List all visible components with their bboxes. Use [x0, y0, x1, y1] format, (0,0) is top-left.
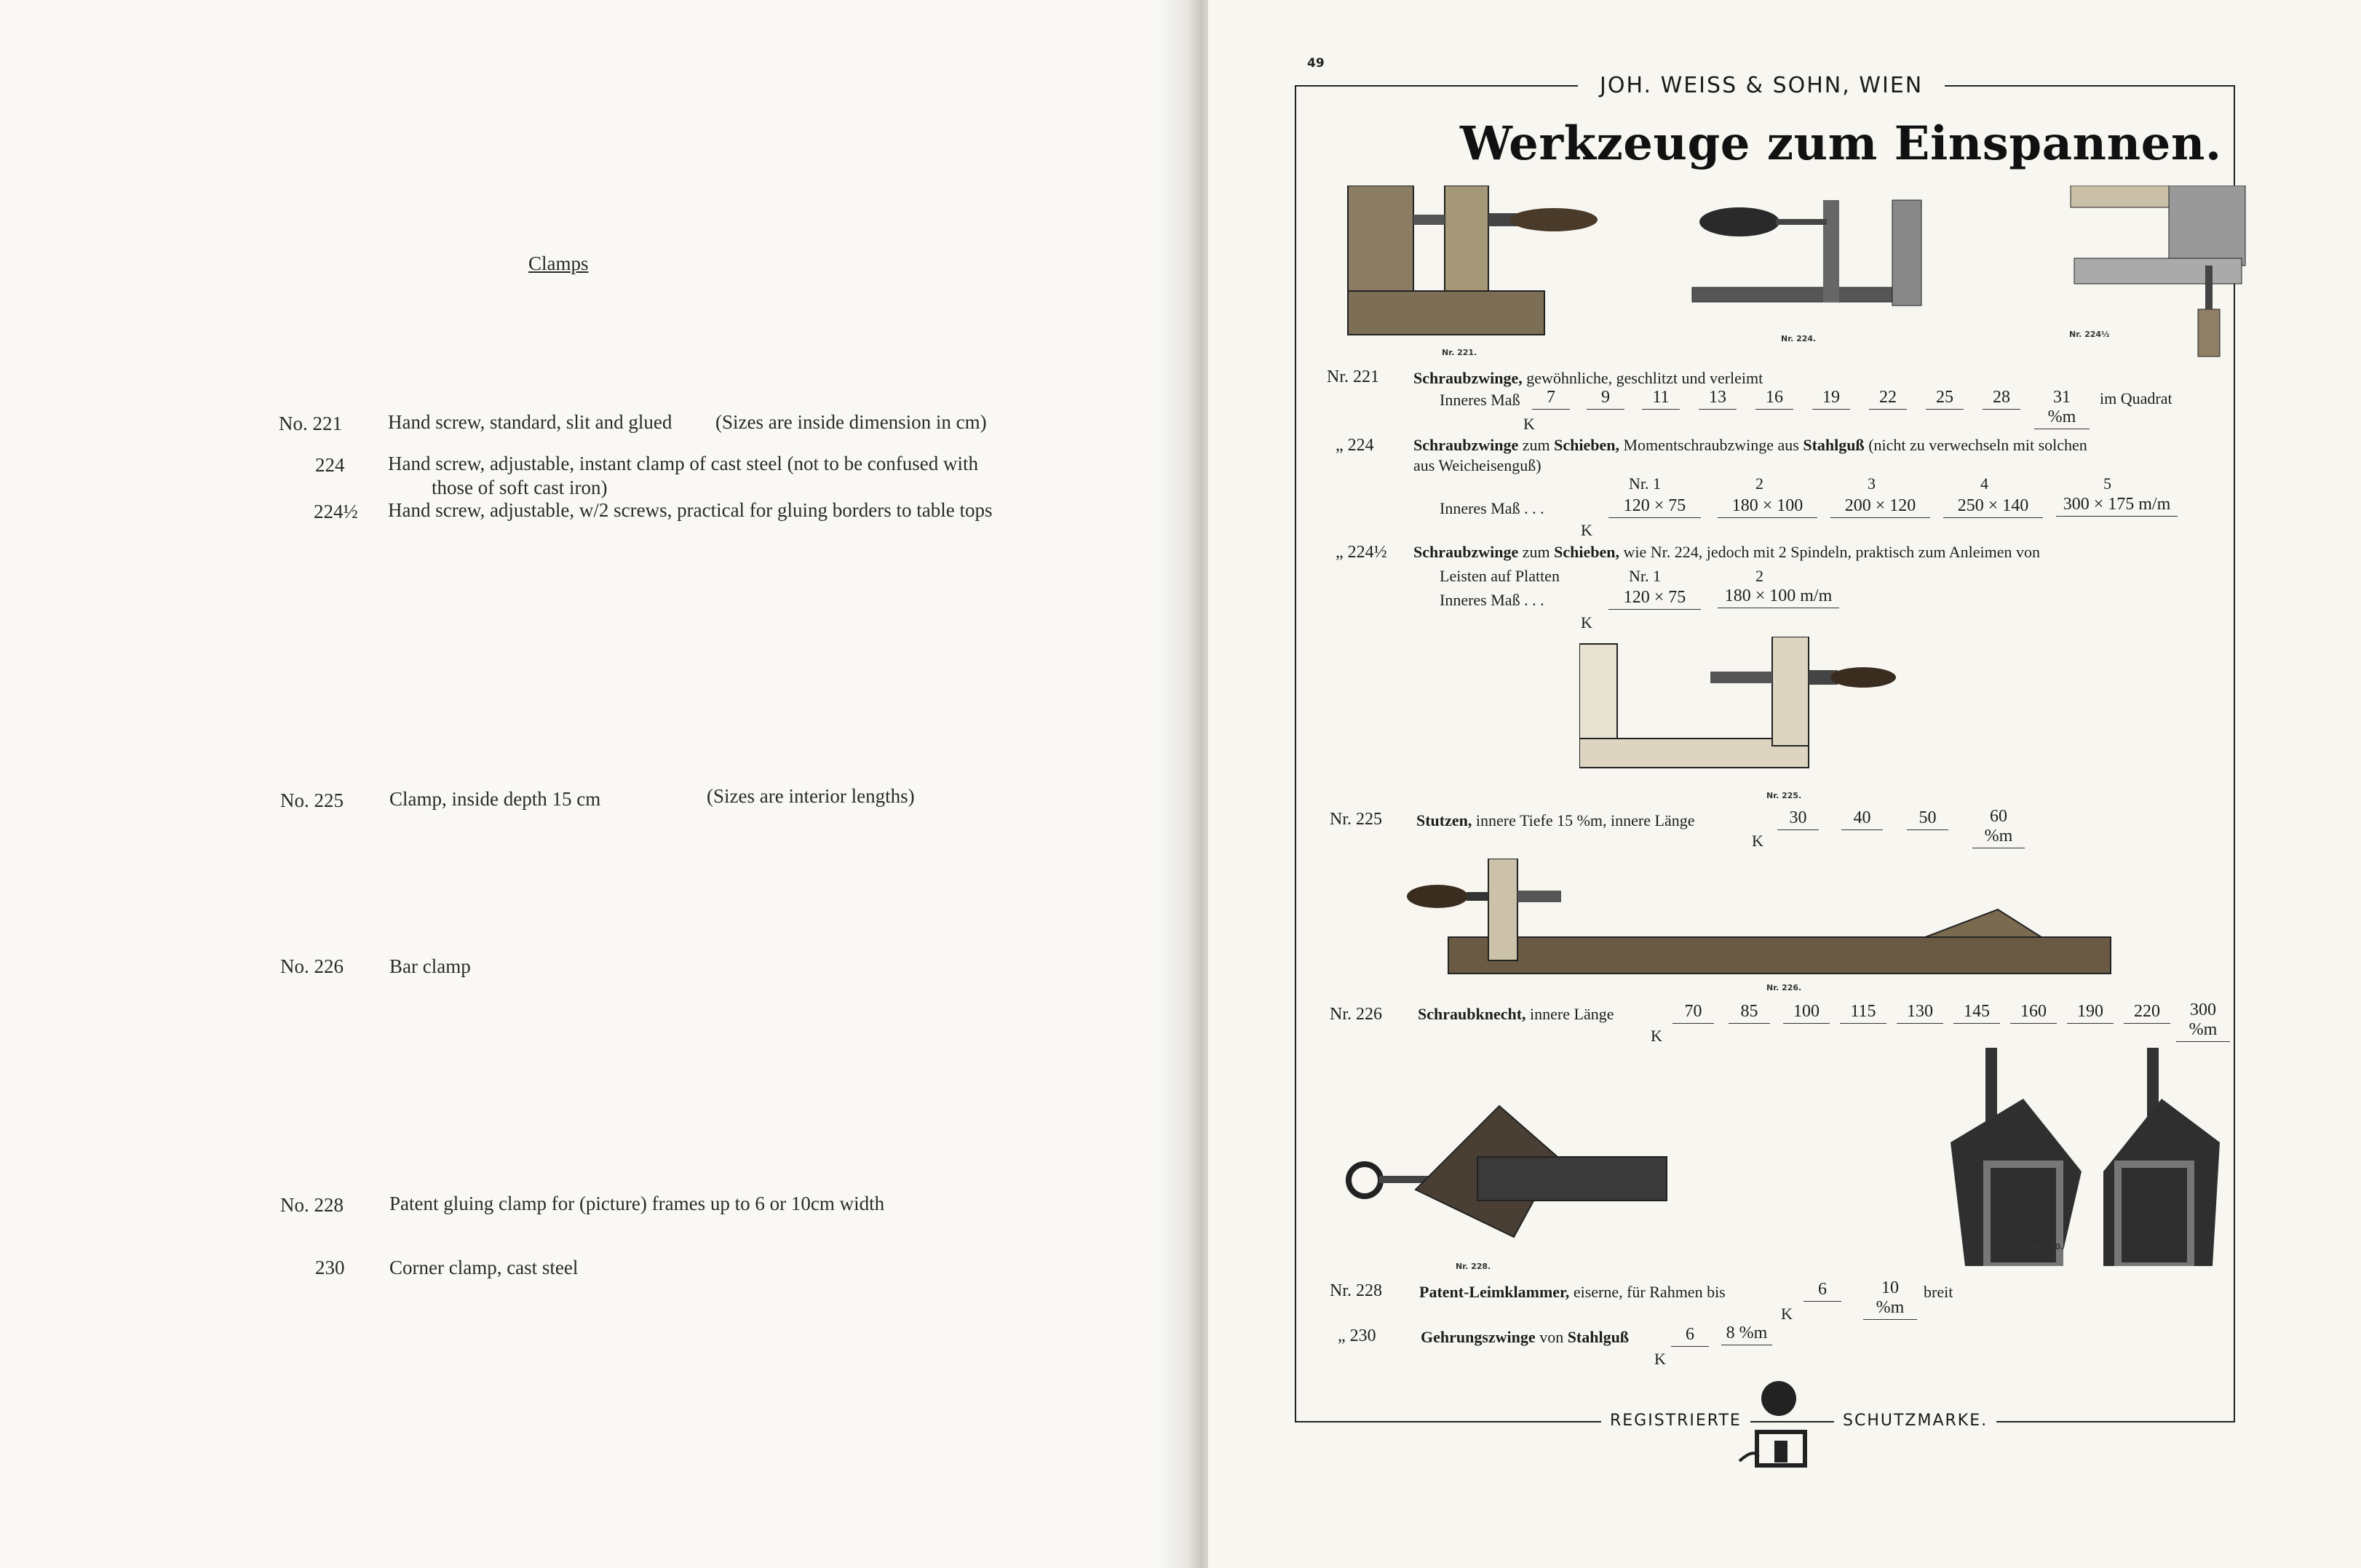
nr224-desc-line [1413, 436, 2087, 455]
nr224h-desc-line [1413, 543, 2040, 562]
nr226-value: 300 %m [2176, 1000, 2230, 1042]
entry-221-no: No. 221 [279, 413, 342, 434]
nr228-desc-line [1419, 1283, 1726, 1302]
nr228-no: Nr. 228 [1330, 1281, 1382, 1300]
clamp-228-image [1349, 1106, 1667, 1237]
nr225-value: 60 %m [1972, 807, 2025, 848]
nr224h-value: 120 × 75 [1608, 588, 1701, 610]
nr224-nr: 2 [1755, 474, 1763, 493]
nr221-value: 13 [1699, 388, 1737, 410]
nr224h-name2: Schieben, [1554, 543, 1619, 561]
nr230-no: „ 230 [1338, 1326, 1376, 1345]
nr221-value: 19 [1812, 388, 1850, 410]
entry-225-no: No. 225 [280, 789, 344, 811]
nr224-value: 180 × 100 [1718, 496, 1817, 518]
nr228-suffix: breit [1924, 1283, 1953, 1301]
entry-225-text: Clamp, inside depth 15 cm [389, 788, 601, 810]
nr224-nr: 5 [2103, 474, 2111, 493]
nr224h-k: K [1581, 613, 1592, 632]
right-page [1208, 0, 2361, 1568]
nr224h-mid: zum [1522, 543, 1550, 561]
nr224-desc3: aus Weicheisenguß) [1413, 456, 1541, 474]
caption-225: Nr. 225. [1766, 791, 1802, 800]
nr224h-no: „ 224½ [1336, 543, 1387, 562]
entry-224-text: Hand screw, adjustable, instant clamp of cast steel (not to be confused with [388, 453, 979, 474]
nr230-k: K [1654, 1350, 1666, 1368]
nr226-desc: innere Länge [1530, 1005, 1614, 1023]
nr221-value: 31 %m [2034, 388, 2090, 429]
entry-226-no: No. 226 [280, 955, 344, 977]
caption-224h: Nr. 224½ [2069, 330, 2110, 339]
nr226-k: K [1651, 1027, 1662, 1045]
nr226-value: 115 [1840, 1002, 1886, 1024]
nr230-value: 6 [1671, 1325, 1709, 1347]
nr224h-label: Inneres Maß . . . [1440, 591, 1544, 609]
nr221-value: 28 [1983, 388, 2020, 410]
clamp-221-image [1348, 186, 1598, 335]
nr221-value: 7 [1532, 388, 1570, 410]
nr224-value: 200 × 120 [1830, 496, 1930, 518]
catalog-header [1578, 73, 1945, 98]
nr224-nr: 4 [1980, 474, 1988, 493]
nr226-value: 160 [2010, 1002, 2057, 1024]
nr228-k: K [1781, 1305, 1793, 1323]
clamp-226-image [1401, 859, 2151, 982]
nr226-value: 100 [1783, 1002, 1830, 1024]
entry-224-no: 224 [315, 454, 345, 476]
nr221-name: Schraubzwinge, [1413, 369, 1523, 387]
nr225-k: K [1752, 832, 1763, 850]
nr224-value: 300 × 175 m/m [2056, 495, 2178, 517]
nr221-value: 16 [1755, 388, 1793, 410]
nr224-no: „ 224 [1336, 436, 1374, 455]
nr225-name: Stutzen, [1416, 811, 1472, 829]
nr224-mid: zum [1522, 436, 1550, 454]
clamp-228-230-images [1332, 1048, 2234, 1266]
nr225-value: 50 [1907, 808, 1948, 830]
entry-226-text: Bar clamp [389, 955, 471, 977]
catalog-title: Werkzeuge zum Einspannen. [1460, 116, 2222, 171]
nr224h-name: Schraubzwinge [1413, 543, 1519, 561]
nr225-desc-line [1416, 811, 1694, 830]
nr224-name2: Schieben, [1554, 436, 1619, 454]
nr226-value: 130 [1897, 1002, 1943, 1024]
entry-224h-text: Hand screw, adjustable, w/2 screws, practical for gluing borders to table tops [388, 499, 993, 521]
nr226-desc-line [1418, 1005, 1614, 1024]
nr224-name3: Stahlguß [1803, 436, 1865, 454]
nr224-label: Inneres Maß . . . [1440, 499, 1544, 517]
nr221-value: 11 [1642, 388, 1680, 410]
entry-230-text: Corner clamp, cast steel [389, 1257, 579, 1278]
page-number: 49 [1307, 56, 1325, 71]
nr226-value: 145 [1953, 1002, 2000, 1024]
nr230-desc: von [1539, 1328, 1564, 1346]
entry-230-no: 230 [315, 1257, 345, 1278]
nr221-value: 22 [1869, 388, 1907, 410]
entry-221-note: (Sizes are inside dimension in cm) [715, 411, 987, 433]
nr224h-value: 180 × 100 m/m [1718, 586, 1839, 608]
nr224h-nr: Nr. 1 [1629, 567, 1661, 585]
clamp-230-right-image [2103, 1048, 2220, 1266]
nr228-value: 10 %m [1863, 1278, 1917, 1320]
frame-left [1295, 85, 1296, 1422]
caption-230: Nr. 230. [2028, 1242, 2064, 1251]
nr226-value: 220 [2124, 1002, 2170, 1024]
entry-224h-no: 224½ [314, 501, 358, 522]
caption-226: Nr. 226. [1766, 983, 1802, 992]
caption-228: Nr. 228. [1456, 1262, 1491, 1271]
clamp-230-left-image [1951, 1048, 2082, 1266]
entry-225-note: (Sizes are interior lengths) [707, 785, 915, 807]
nr230-name2: Stahlguß [1567, 1328, 1630, 1346]
left-heading: Clamps [528, 252, 589, 274]
footer-registered: REGISTRIERTE [1601, 1412, 1750, 1430]
nr224-nr: Nr. 1 [1629, 474, 1661, 493]
nr221-k: K [1523, 415, 1535, 433]
caption-221: Nr. 221. [1442, 348, 1477, 357]
nr221-value: 9 [1587, 388, 1624, 410]
nr224h-desc: wie Nr. 224, jedoch mit 2 Spindeln, praktisch zum Anleimen von [1623, 543, 2041, 561]
nr224-k: K [1581, 521, 1592, 539]
nr226-value: 190 [2067, 1002, 2114, 1024]
entry-221-text: Hand screw, standard, slit and glued [388, 411, 672, 433]
nr228-desc: eiserne, für Rahmen bis [1573, 1283, 1726, 1301]
nr224-name: Schraubzwinge [1413, 436, 1519, 454]
nr225-no: Nr. 225 [1330, 810, 1382, 829]
entry-224-text2: those of soft cast iron) [432, 477, 608, 498]
clamp-225-image [1579, 637, 1936, 789]
nr224-value: 250 × 140 [1943, 496, 2043, 518]
entry-228-text: Patent gluing clamp for (picture) frames up to 6 or 10cm width [389, 1193, 885, 1214]
nr226-value: 70 [1672, 1002, 1714, 1024]
nr230-name: Gehrungszwinge [1421, 1328, 1536, 1346]
nr224-nr: 3 [1868, 474, 1876, 493]
caption-224: Nr. 224. [1781, 334, 1817, 343]
nr221-value: 25 [1926, 388, 1964, 410]
nr224-desc: Momentschraubzwinge aus [1623, 436, 1799, 454]
nr228-value: 6 [1804, 1280, 1841, 1302]
catalog-header-text: JOH. WEISS & SOHN, WIEN [1600, 73, 1924, 98]
nr228-name: Patent-Leimklammer, [1419, 1283, 1570, 1301]
footer-trademark: SCHUTZMARKE. [1834, 1412, 1996, 1430]
nr221-desc-line [1413, 369, 1763, 388]
nr226-value: 85 [1729, 1002, 1770, 1024]
nr230-value: 8 %m [1721, 1324, 1772, 1345]
nr224h-desc2: Leisten auf Platten [1440, 567, 1560, 585]
trademark-eagle-logo [1732, 1375, 1827, 1477]
clamp-224-image [1692, 200, 1921, 306]
nr221-label: Inneres Maß [1440, 391, 1520, 409]
nr225-value: 30 [1777, 808, 1819, 830]
nr224-desc2: (nicht zu verwechseln mit solchen [1868, 436, 2087, 454]
nr221-no: Nr. 221 [1327, 367, 1379, 386]
nr221-desc: gewöhnliche, geschlitzt und verleimt [1526, 369, 1763, 387]
nr230-desc-line [1421, 1328, 1629, 1347]
nr221-suffix: im Quadrat [2100, 389, 2172, 407]
nr226-name: Schraubknecht, [1418, 1005, 1526, 1023]
nr225-desc: innere Tiefe 15 %m, innere Länge [1475, 811, 1695, 829]
nr226-no: Nr. 226 [1330, 1005, 1382, 1024]
nr224h-nr: 2 [1755, 567, 1763, 585]
nr224-value: 120 × 75 [1608, 496, 1701, 518]
nr225-value: 40 [1841, 808, 1883, 830]
entry-228-no: No. 228 [280, 1194, 344, 1216]
